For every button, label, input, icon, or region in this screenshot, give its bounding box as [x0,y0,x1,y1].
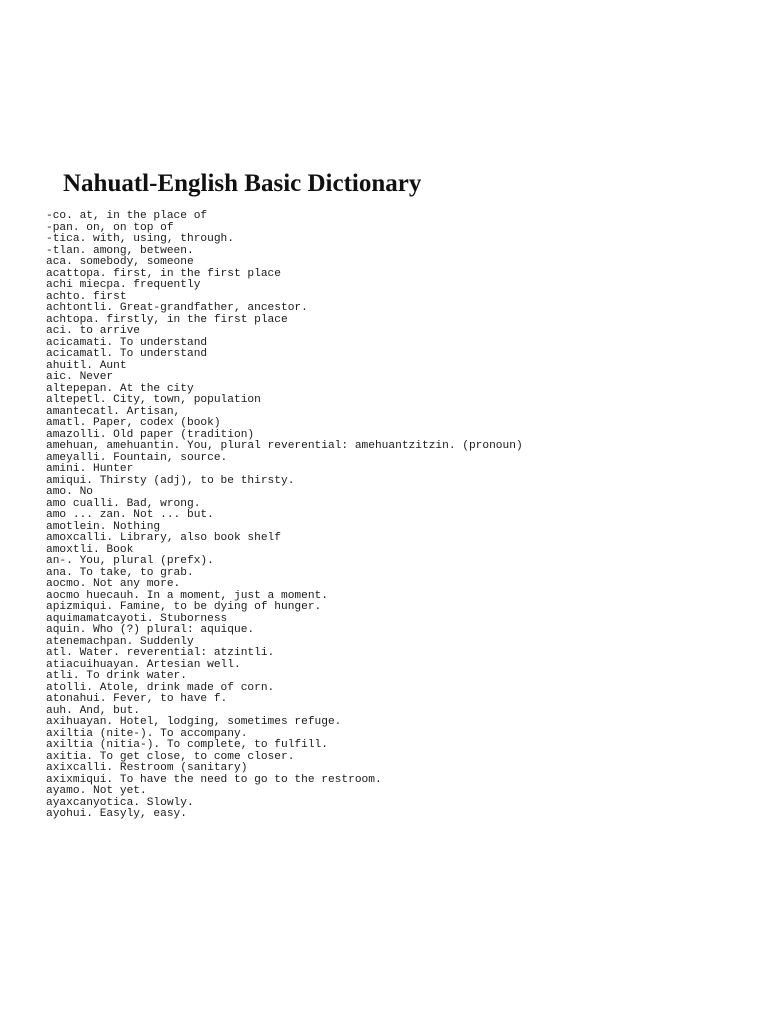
dictionary-entry: achi miecpa. frequently [46,279,201,291]
dictionary-entry: atiacuihuayan. Artesian well. [46,658,241,671]
dictionary-entry: atli. To drink water. [46,670,187,682]
dictionary-entry: atolli. Atole, drink made of corn. [46,681,275,694]
dictionary-entry: axiltia (nite-). To accompany. [46,727,248,740]
dictionary-entry: axixmiqui. To have the need to go to the restroom. [46,773,382,786]
dictionary-entry-list [46,211,523,821]
dictionary-entry: axixcalli. Restroom (sanitary) [46,762,248,774]
dictionary-entry: amini. Hunter [46,463,134,475]
dictionary-entry: ahuitl. Aunt [46,359,127,372]
dictionary-entry: achtopa. firstly, in the first place [46,313,288,326]
dictionary-entry: -tica. with, using, through. [46,233,234,245]
dictionary-entry: ayamo. Not yet. [46,785,147,797]
dictionary-entry: amotlein. Nothing [46,520,161,533]
dictionary-entry: amazolli. Old paper (tradition) [46,428,255,441]
dictionary-entry: altepepan. At the city [46,382,194,395]
dictionary-entry: amoxcalli. Library, also book shelf [46,532,281,544]
dictionary-entry: aocmo. Not any more. [46,578,181,590]
dictionary-entry: aic. Never [46,371,114,383]
page-title: Nahuatl-English Basic Dictionary [63,170,422,197]
dictionary-entry: axiltia (nitia-). To complete, to fulfill. [46,739,328,751]
dictionary-entry: ameyalli. Fountain, source. [46,451,228,464]
dictionary-entry: altepetl. City, town, population [46,394,261,406]
dictionary-entry: ayaxcanyotica. Slowly. [46,796,194,809]
dictionary-entry: -pan. on, on top of [46,221,174,234]
dictionary-entry: achtontli. Great-grandfather, ancestor. [46,302,308,314]
dictionary-entry: aci. to arrive [46,325,140,337]
dictionary-entry: an-. You, plural (prefx). [46,555,214,567]
dictionary-entry: atenemachpan. Suddenly [46,635,194,648]
dictionary-entry: amo cualli. Bad, wrong. [46,497,201,510]
dictionary-entry: apizmiqui. Famine, to be dying of hunger. [46,601,322,613]
dictionary-entry: ana. To take, to grab. [46,566,194,579]
dictionary-entry: amatl. Paper, codex (book) [46,417,221,429]
dictionary-entry: acicamatl. To understand [46,348,208,360]
dictionary-entry: acicamati. To understand [46,336,208,349]
dictionary-entry: atonahui. Fever, to have f. [46,693,228,705]
dictionary-entry: ayohui. Easyly, easy. [46,808,187,820]
dictionary-entry: amehuan, amehuantin. You, plural reverential: amehuantzitzin. (pronoun) [46,440,523,452]
dictionary-entry: axitia. To get close, to come closer. [46,750,295,763]
dictionary-entry: achto. first [46,290,127,303]
dictionary-entry: amantecatl. Artisan, [46,405,181,418]
dictionary-entry: -tlan. among, between. [46,244,194,257]
dictionary-entry: amoxtli. Book [46,543,134,556]
dictionary-entry: axihuayan. Hotel, lodging, sometimes refuge. [46,716,342,728]
dictionary-entry: -co. at, in the place of [46,210,208,222]
dictionary-entry: amo. No [46,486,93,498]
dictionary-entry: auh. And, but. [46,704,140,717]
dictionary-entry: aca. somebody, someone [46,256,194,268]
dictionary-entry: amiqui. Thirsty (adj), to be thirsty. [46,474,295,487]
dictionary-entry: aocmo huecauh. In a moment, just a moment. [46,589,328,602]
dictionary-entry: amo ... zan. Not ... but. [46,509,214,521]
dictionary-entry: acattopa. first, in the first place [46,267,281,280]
dictionary-entry: atl. Water. reverential: atzintli. [46,647,275,659]
dictionary-entry: aquin. Who (?) plural: aquique. [46,624,255,636]
dictionary-entry: aquimamatcayoti. Stuborness [46,612,228,625]
